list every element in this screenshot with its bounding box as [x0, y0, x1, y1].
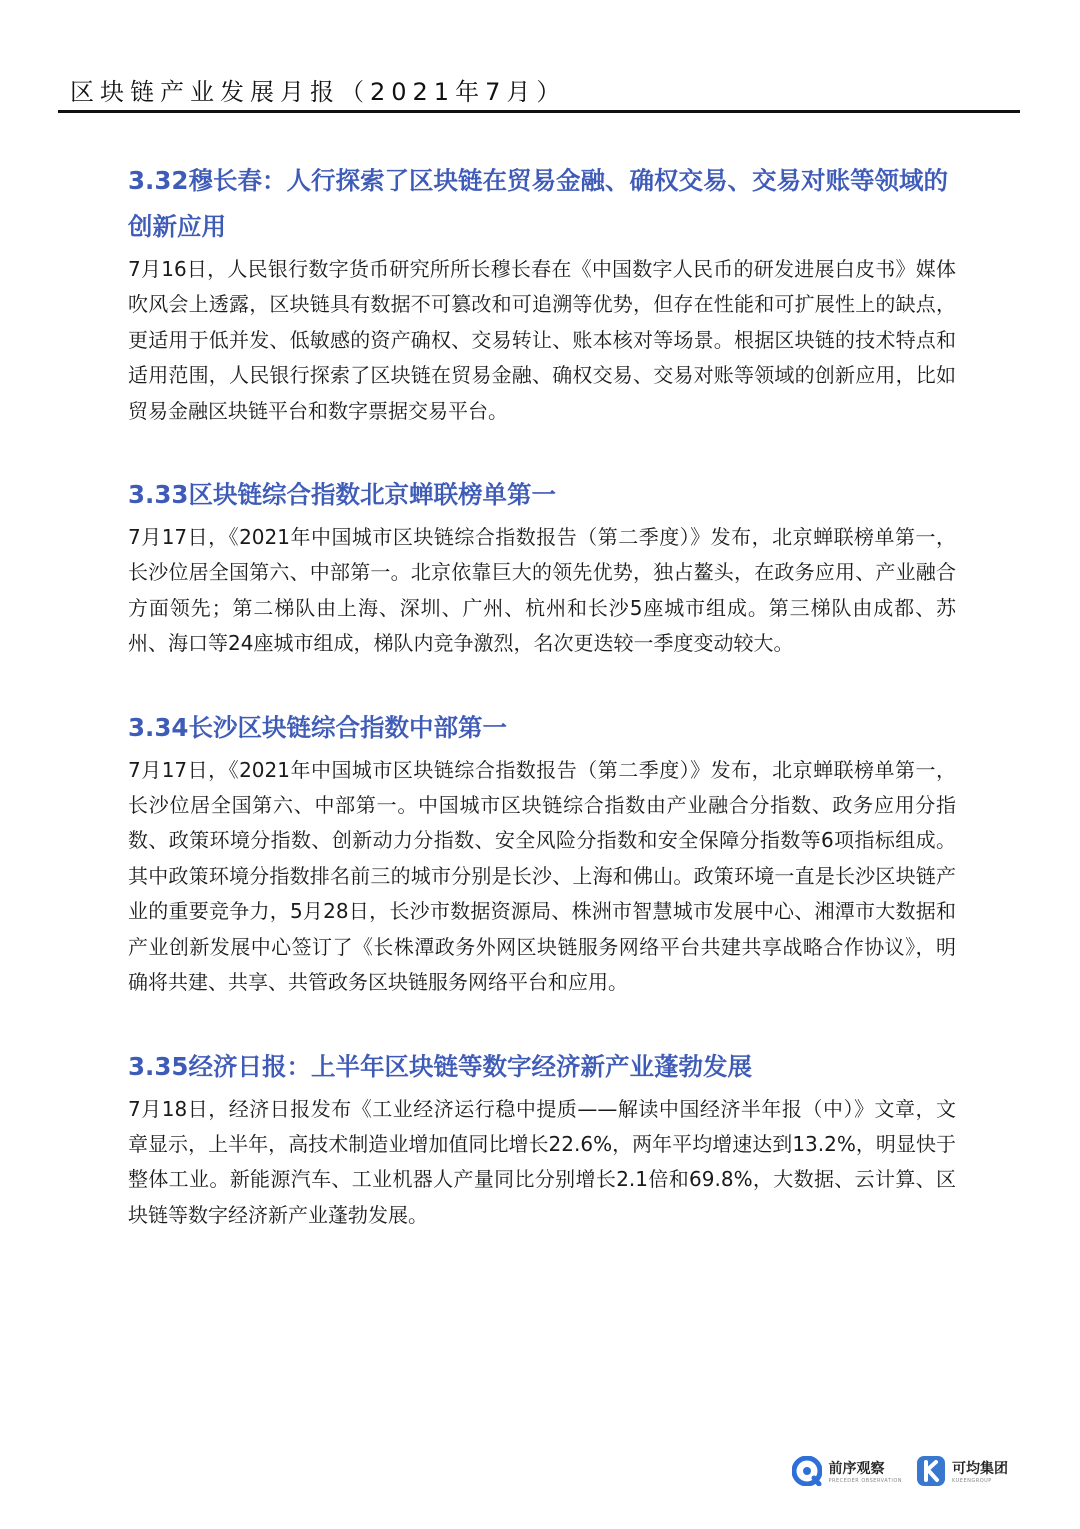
- report-header-title: 区块链产业发展月报（2021年7月）: [70, 78, 567, 106]
- section-title: 3.34长沙区块链综合指数中部第一: [128, 712, 507, 742]
- section-3-33: [128, 472, 956, 662]
- section-body: 7月17日，《2021年中国城市区块链综合指数报告（第二季度）》发布，北京蝉联榜单第一，长沙位居全国第六、中部第一。中国城市区块链综合指数由产业融合分指数、政务应用分指数、政策环境分指数、创新动力分指数、安全风险分指数和安全保障分指数等6项指标组成。其中政策环境分指数排名前三的城市分别是长沙、上海和佛山。政策环境一直是长沙区块链产业的重要竞争力，5月28日，长沙市数据资源局、株洲市智慧城市发展中心、湘潭市大数据和产业创新发展中心签订了《长株潭政务外网区块链服务网络平台共建共享战略合作协议》，明确将共建、共享、共管政务区块链服务网络平台和应用。: [128, 757, 956, 995]
- preceder-brand-sub: PRECEDER OBSERVATION: [828, 1478, 902, 1484]
- section-title: 3.32穆长春：人行探索了区块链在贸易金融、确权交易、交易对账等领域的创新应用: [128, 166, 948, 241]
- section-title: 3.35经济日报：上半年区块链等数字经济新产业蓬勃发展: [128, 1051, 752, 1081]
- footer-logos: [792, 1455, 1008, 1491]
- preceder-brand: [792, 1456, 902, 1490]
- section-body: 7月17日，《2021年中国城市区块链综合指数报告（第二季度）》发布，北京蝉联榜单第一，长沙位居全国第六、中部第一。北京依靠巨大的领先优势，独占鳌头，在政务应用、产业融合方面领先；第二梯队由上海、深圳、广州、杭州和长沙5座城市组成。第三梯队由成都、苏州、海口等24座城市组成，梯队内竞争激烈，名次更迭较一季度变动较大。: [128, 525, 956, 656]
- preceder-logo-icon: [792, 1456, 822, 1490]
- section-3-35: [128, 1044, 956, 1234]
- kueen-brand-name: 可均集团: [952, 1461, 1008, 1477]
- section-3-34: [128, 705, 956, 1001]
- kueen-brand: [916, 1455, 1008, 1491]
- section-3-32: [128, 158, 956, 429]
- article-content: [128, 158, 956, 1233]
- section-body: 7月16日，人民银行数字货币研究所所长穆长春在《中国数字人民币的研发进展白皮书》媒体吹风会上透露，区块链具有数据不可篡改和可追溯等优势，但存在性能和可扩展性上的缺点，更适用于低并发、低敏感的资产确权、交易转让、账本核对等场景。根据区块链的技术特点和适用范围，人民银行探索了区块链在贸易金融、确权交易、交易对账等领域的创新应用，比如贸易金融区块链平台和数字票据交易平台。: [128, 257, 956, 423]
- section-body: 7月18日，经济日报发布《工业经济运行稳中提质——解读中国经济半年报（中）》文章，文章显示，上半年，高技术制造业增加值同比增长22.6%，两年平均增速达到13.2%，明显快于整体工业。新能源汽车、工业机器人产量同比分别增长2.1倍和69.8%，大数据、云计算、区块链等数字经济新产业蓬勃发展。: [128, 1096, 956, 1227]
- kueen-brand-sub: KUEENGROUP: [952, 1478, 992, 1484]
- header-divider: [58, 110, 1020, 113]
- preceder-brand-name: 前序观察: [828, 1461, 885, 1477]
- kueen-logo-icon: [916, 1455, 946, 1491]
- section-title: 3.33区块链综合指数北京蝉联榜单第一: [128, 480, 556, 510]
